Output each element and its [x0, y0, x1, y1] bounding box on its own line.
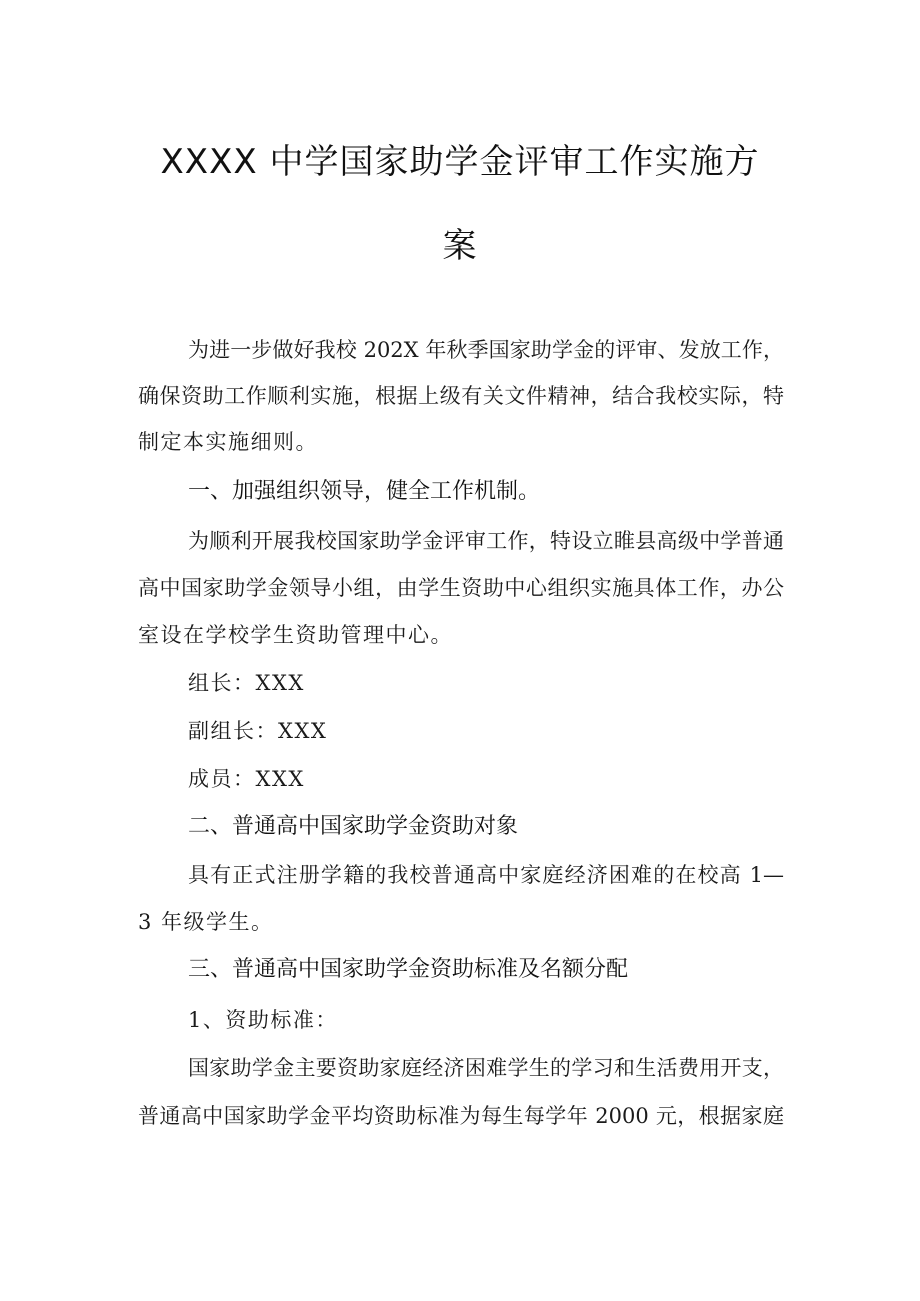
- section-1-para-line-2: 高中国家助学金领导小组，由学生资助中心组织实施具体工作，办公: [138, 576, 784, 600]
- section-1-heading: 一、加强组织领导，健全工作机制。: [188, 479, 541, 504]
- intro-line-1: 为进一步做好我校 202X 年秋季国家助学金的评审、发放工作，: [188, 338, 784, 362]
- section-2-para-line-2: 3 年级学生。: [138, 910, 274, 934]
- leader-line: 组长：XXX: [188, 671, 305, 695]
- section-3-para-line-1: 国家助学金主要资助家庭经济困难学生的学习和生活费用开支，: [188, 1056, 784, 1080]
- section-1-para-line-1: 为顺利开展我校国家助学金评审工作，特设立睢县高级中学普通: [188, 529, 784, 553]
- section-3-para-line-2: 普通高中国家助学金平均资助标准为每生每学年 2000 元，根据家庭: [138, 1104, 784, 1128]
- section-3-heading: 三、普通高中国家助学金资助标准及名额分配: [188, 957, 629, 982]
- section-3-sub-1: 1、资助标准：: [188, 1008, 338, 1032]
- members-line: 成员：XXX: [188, 767, 305, 791]
- intro-line-3: 制定本实施细则。: [138, 430, 318, 454]
- document-title-line-2: 案: [442, 226, 478, 266]
- document-title-line-1: XXXX 中学国家助学金评审工作实施方: [160, 142, 760, 182]
- section-1-para-line-3: 室设在学校学生资助管理中心。: [138, 623, 453, 647]
- intro-line-2: 确保资助工作顺利实施，根据上级有关文件精神，结合我校实际，特: [138, 384, 784, 408]
- section-2-heading: 二、普通高中国家助学金资助对象: [188, 814, 519, 839]
- section-2-para-line-1: 具有正式注册学籍的我校普通高中家庭经济困难的在校高 1—: [188, 863, 784, 887]
- vice-leader-line: 副组长：XXX: [188, 719, 328, 743]
